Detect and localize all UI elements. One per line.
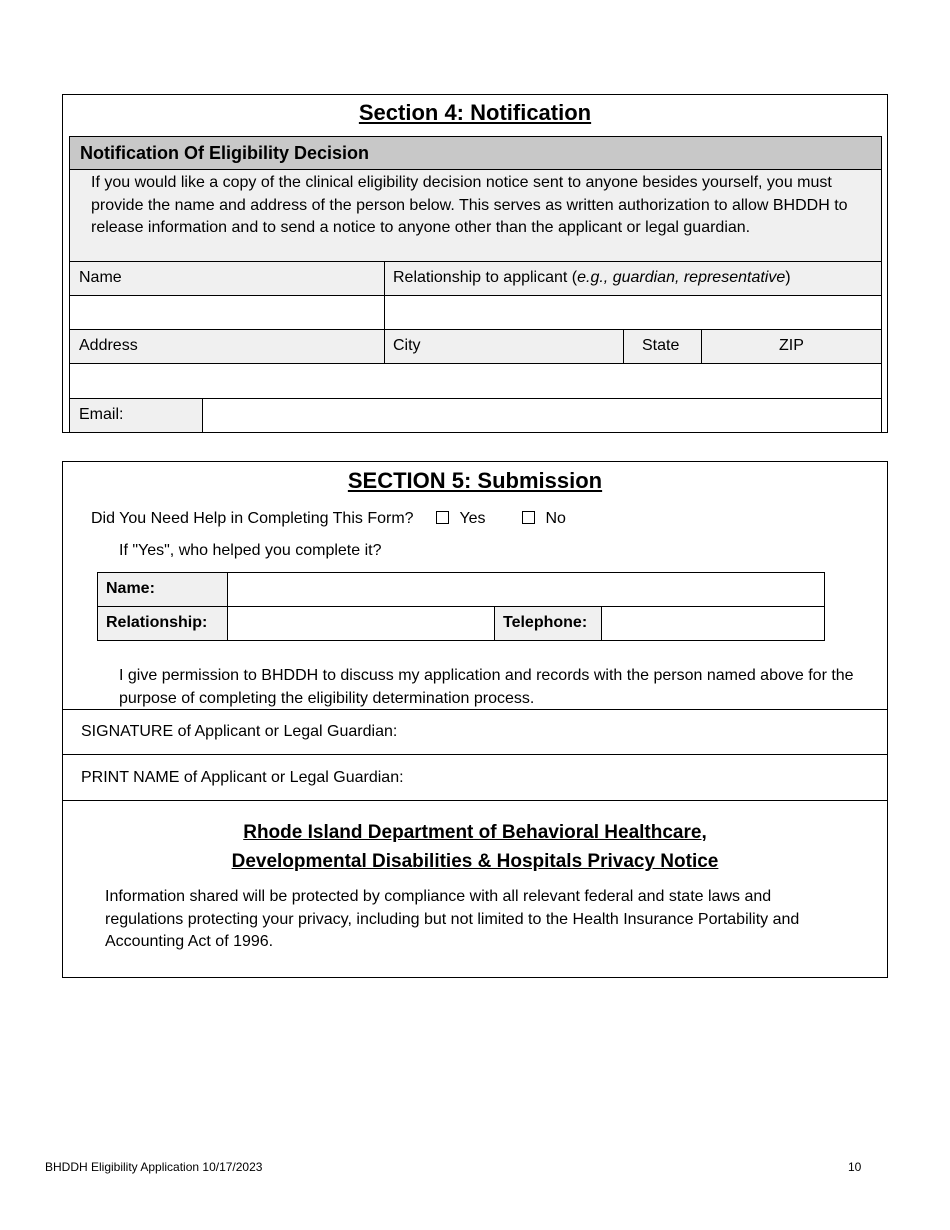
notify-relationship-input[interactable] bbox=[384, 295, 882, 330]
section-4-title: Section 4: Notification bbox=[358, 100, 592, 125]
privacy-title-line-2: Developmental Disabilities & Hospitals Privacy Notice bbox=[231, 851, 719, 872]
address-label-cell bbox=[69, 329, 385, 364]
helper-telephone-label-cell bbox=[494, 606, 602, 641]
helper-telephone-label: Telephone: bbox=[503, 614, 588, 631]
notification-intro-text: If you would like a copy of the clinical eligibility decision notice sent to anyone besides yourself, you must provide the name and address of the person below. This serves as written authorization to allow BHDDH to release information and to send a notice to anyone other than the applicant or legal guardian. bbox=[91, 174, 848, 236]
section-5-title: SECTION 5: Submission bbox=[347, 468, 603, 493]
helper-relationship-label: Relationship: bbox=[106, 614, 208, 631]
state-label: State bbox=[642, 337, 680, 354]
footer-page-number: 10 bbox=[848, 1160, 862, 1174]
relationship-label-prefix: Relationship to applicant ( bbox=[393, 269, 578, 286]
name-label-cell bbox=[69, 261, 385, 296]
email-label: Email: bbox=[79, 406, 124, 423]
footer-doc-name: BHDDH Eligibility Application 10/17/2023 bbox=[45, 1160, 263, 1174]
helper-telephone-input[interactable] bbox=[601, 606, 825, 641]
helper-relationship-label-cell bbox=[97, 606, 228, 641]
zip-label: ZIP bbox=[779, 337, 804, 354]
helper-name-input[interactable] bbox=[227, 572, 825, 607]
notification-subheading: Notification Of Eligibility Decision bbox=[80, 143, 370, 163]
address-label: Address bbox=[79, 337, 138, 354]
zip-label-cell bbox=[701, 329, 882, 364]
signature-row bbox=[63, 709, 887, 755]
section-4-box bbox=[62, 94, 888, 433]
notification-subheading-bar bbox=[69, 136, 882, 170]
who-helped-text: If "Yes", who helped you complete it? bbox=[119, 542, 382, 559]
relationship-label-example: e.g., guardian, representative bbox=[577, 269, 786, 286]
permission-text: I give permission to BHDDH to discuss my application and records with the person named above for the purpose of completing the eligibility determination process. bbox=[119, 667, 854, 707]
signature-input[interactable] bbox=[423, 714, 883, 750]
helper-relationship-input[interactable] bbox=[227, 606, 495, 641]
notification-intro-cell bbox=[69, 169, 882, 262]
help-no-checkbox[interactable] bbox=[522, 511, 535, 524]
help-no-label: No bbox=[545, 510, 566, 527]
relationship-label-cell bbox=[384, 261, 882, 296]
city-label-cell bbox=[384, 329, 624, 364]
print-name-label: PRINT NAME of Applicant or Legal Guardian: bbox=[81, 769, 404, 786]
privacy-text: Information shared will be protected by compliance with all relevant federal and state laws and regulations protecting your privacy, including but not limited to the Health Insurance Portability and Accounting Act of 1996. bbox=[105, 888, 800, 950]
relationship-label-suffix: ) bbox=[785, 269, 791, 286]
name-label: Name bbox=[79, 269, 122, 286]
help-yes-label: Yes bbox=[459, 510, 486, 527]
signature-label: SIGNATURE of Applicant or Legal Guardian: bbox=[81, 723, 398, 740]
relationship-label bbox=[393, 269, 791, 287]
help-question-row bbox=[91, 510, 566, 528]
notify-email-input[interactable] bbox=[202, 398, 882, 433]
notify-name-input[interactable] bbox=[69, 295, 385, 330]
privacy-notice bbox=[63, 800, 887, 978]
print-name-input[interactable] bbox=[433, 759, 883, 797]
privacy-title-line-1: Rhode Island Department of Behavioral Healthcare, bbox=[243, 822, 707, 843]
help-question: Did You Need Help in Completing This Form? bbox=[91, 510, 414, 527]
email-label-cell bbox=[69, 398, 203, 433]
state-label-cell bbox=[623, 329, 702, 364]
print-name-row bbox=[63, 754, 887, 801]
help-yes-checkbox[interactable] bbox=[436, 511, 449, 524]
section-5-box bbox=[62, 461, 888, 978]
helper-name-label-cell bbox=[97, 572, 228, 607]
city-label: City bbox=[393, 337, 421, 354]
notify-address-input[interactable] bbox=[69, 363, 882, 399]
helper-name-label: Name: bbox=[106, 580, 155, 597]
